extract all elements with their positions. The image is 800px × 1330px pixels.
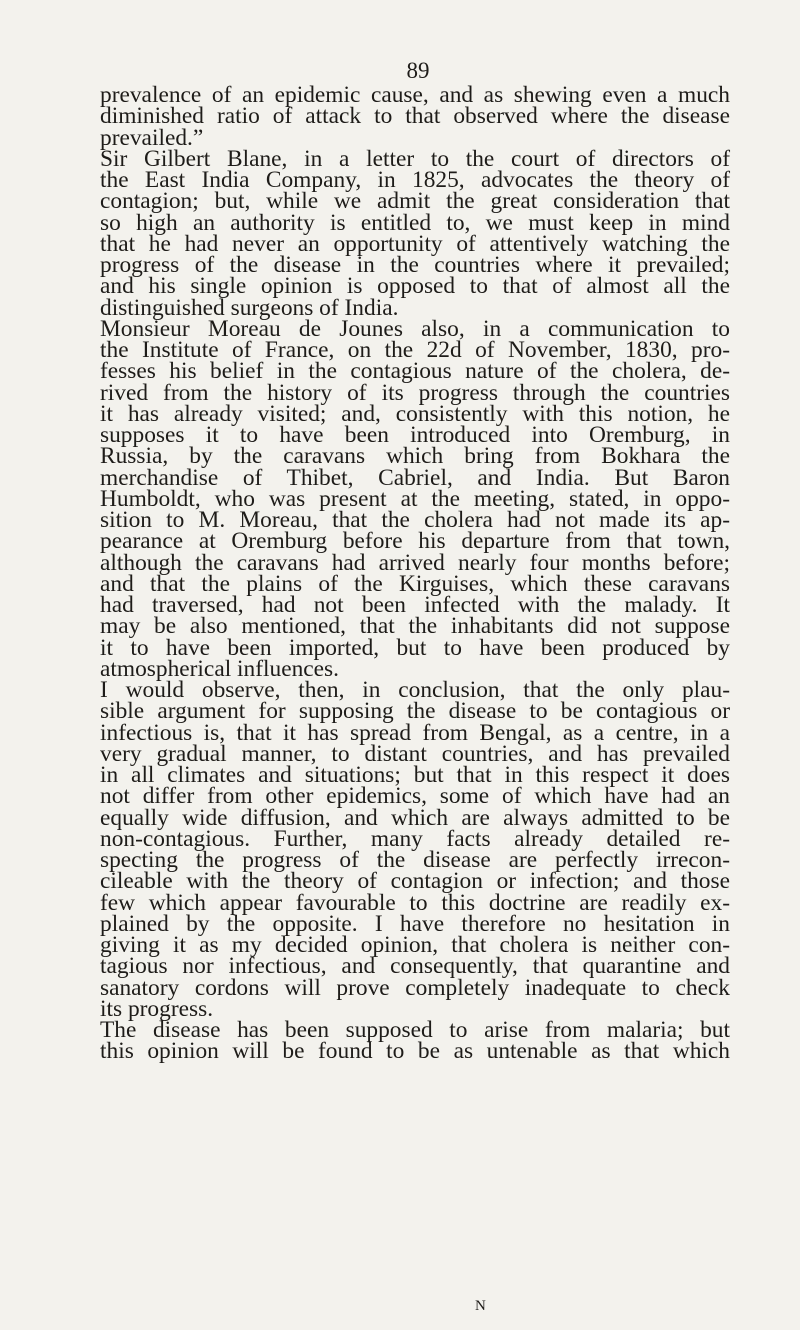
text-line: that he had never an opportunity of attentively watching the bbox=[100, 230, 730, 257]
text-line: progress of the disease in the countries where it prevailed; bbox=[100, 252, 730, 278]
text-line: cileable with the theory of contagion or infection; and those bbox=[100, 868, 730, 895]
text-line: The disease has been supposed to arise from malaria; but bbox=[100, 1017, 730, 1043]
text-line: equally wide diffusion, and which are always admitted to be bbox=[100, 804, 730, 831]
text-line: plained by the opposite. I have therefore no hesitation in bbox=[100, 910, 730, 937]
text-line: contagion; but, while we admit the great consideration that bbox=[100, 188, 730, 215]
text-line: and that the plains of the Kirguises, which these caravans bbox=[100, 570, 730, 597]
text-line: this opinion will be found to be as untenable as that which bbox=[100, 1038, 730, 1065]
text-line: had traversed, had not been infected with the malady. It bbox=[100, 592, 730, 618]
text-line: supposes it to have been introduced into Oremburg, in bbox=[100, 422, 730, 448]
text-line: specting the progress of the disease are perfectly irrecon- bbox=[100, 847, 730, 873]
text-line: tagious nor infectious, and consequently, that quarantine and bbox=[100, 953, 730, 980]
signature-mark: N bbox=[475, 1298, 486, 1314]
text-line: although the caravans had arrived nearly four months before; bbox=[100, 549, 730, 576]
text-line: the Institute of France, on the 22d of November, 1830, pro- bbox=[100, 337, 730, 363]
text-line: giving it as my decided opinion, that cholera is neither con- bbox=[100, 932, 730, 958]
text-line: not differ from other epidemics, some of which have had an bbox=[100, 783, 730, 810]
text-line: very gradual manner, to distant countries, and has prevailed bbox=[100, 740, 730, 767]
text-line: pearance at Oremburg before his departure from that town, bbox=[100, 528, 730, 555]
text-line: atmospherical influences. bbox=[100, 655, 340, 682]
text-line: so high an authority is entitled to, we must keep in mind bbox=[100, 209, 730, 236]
text-line: fesses his belief in the contagious nature of the cholera, de- bbox=[100, 358, 730, 385]
text-line: Monsieur Moreau de Jounes also, in a communication to bbox=[100, 315, 730, 342]
text-line: distinguished surgeons of India. bbox=[100, 294, 399, 321]
text-line: in all climates and situations; but that in this respect it does bbox=[100, 762, 730, 788]
text-line: sition to M. Moreau, that the cholera had not made its ap- bbox=[100, 507, 730, 533]
text-line: the East India Company, in 1825, advocates the theory of bbox=[100, 167, 730, 193]
text-line: and his single opinion is opposed to that of almost all the bbox=[100, 273, 730, 300]
text-line: prevalence of an epidemic cause, and as shewing even a much bbox=[100, 82, 730, 108]
text-line: sanatory cordons will prove completely inadequate to check bbox=[100, 974, 730, 1001]
text-line: Sir Gilbert Blane, in a letter to the court of directors of bbox=[100, 145, 730, 172]
text-line: sible argument for supposing the disease to be contagious or bbox=[100, 698, 730, 725]
text-line: rived from the history of its progress through the countries bbox=[100, 379, 730, 406]
text-line: prevailed.” bbox=[100, 124, 204, 151]
text-line: non-contagious. Further, many facts already detailed re- bbox=[100, 825, 730, 852]
text-line: I would observe, then, in conclusion, that the only plau- bbox=[100, 677, 730, 703]
text-line: infectious is, that it has spread from Bengal, as a centre, in a bbox=[100, 719, 730, 746]
text-line: its progress. bbox=[100, 995, 214, 1022]
text-line: it to have been imported, but to have been produced by bbox=[100, 634, 730, 661]
text-line: it has already visited; and, consistently with this notion, he bbox=[100, 400, 730, 427]
page-number: 89 bbox=[406, 58, 430, 83]
text-line: Russia, by the caravans which bring from Bokhara the bbox=[100, 443, 730, 470]
body-text bbox=[100, 82, 730, 1065]
text-line: merchandise of Thibet, Cabriel, and India. But Baron bbox=[100, 464, 730, 491]
text-line: may be also mentioned, that the inhabitants did not suppose bbox=[100, 613, 730, 640]
text-line: few which appear favourable to this doctrine are readily ex- bbox=[100, 889, 730, 916]
text-line: diminished ratio of attack to that observed where the disease bbox=[100, 103, 730, 130]
text-line: Humboldt, who was present at the meeting, stated, in oppo- bbox=[100, 485, 730, 512]
